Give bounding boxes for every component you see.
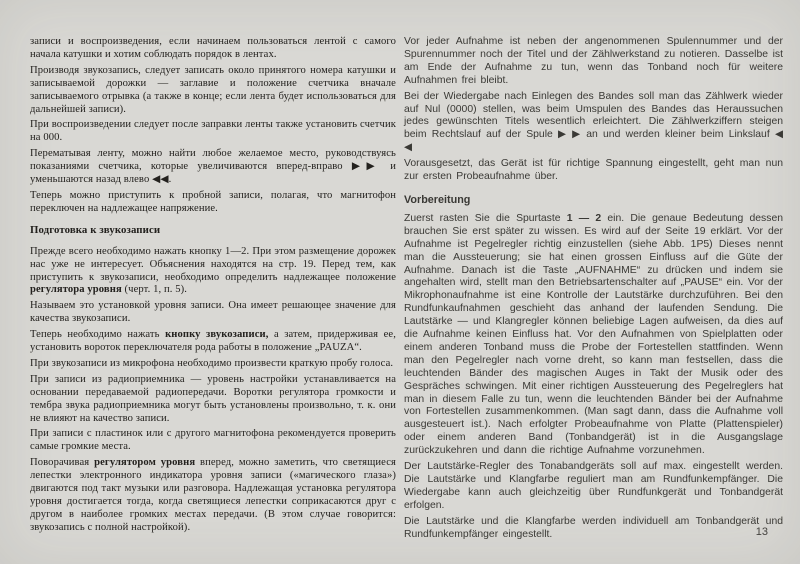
paragraph [404,461,783,513]
text-run: При записи из радиоприемника — уровень настройки устанавливается на основании передаваемой радиопередачи. Воротки регулятора громкости и тембра звука радиоприемника могут быть установлены произвольно, т. к. они не влияют на качество записи. [30,373,396,424]
text-run: Теперь необходимо нажать [30,329,166,341]
text-run: Zuerst rasten Sie die Spurtaste [404,212,567,224]
page-number: 13 [755,526,768,538]
text-run: При воспроизведении следует после заправки ленты также установить счетчик на 000. [30,119,396,144]
paragraph [30,190,396,216]
text-run: Производя звукозапись, следует записать около принятого номера катушки и записываемой дорожки — заглавие и положение счетчика вначале записываемого отрывка (а также в конце; если лента будет использоваться для дальнейшей записи). [30,64,396,115]
text-run: Vorausgesetzt, das Gerät ist für richtige Spannung eingestellt, geht man nun zur ersten Probeaufnahme über. [404,158,783,183]
paragraph [30,329,396,355]
paragraph [404,158,783,184]
text-run: При звукозаписи из микрофона необходимо произвести краткую пробу голоса. [30,357,394,369]
text-run: Теперь можно приступить к пробной записи, полагая, что магнитофон переключен на надлежащее напряжение. [30,189,396,214]
text-run: ein. Die genaue Bedeutung dessen brauchen Sie erst später zu wissen. Es wird auf der Seite 19 erklärt. Vor der Aufnahme ist Pegelregler richtig einzustellen (siehe Abb. 1P5) Dieses nennt man die Aussteuerung; sie hat einen grossen Einfluss auf die Güte der Aufnahme. Danach ist die Taste „AUFNAHME“ zu drücken und indem sie angehalten wird, stellt man den Betriebsartenschalter auf „PAUSE“ ein. Vor der Mikrophonaufnahme ist eine Kontrolle der Lautstärke durchzuführen. Bei den Rundfunkaufnahmen geschieht das anhand der laufenden Sendung. Die Lautstärke — und Klangregler können beliebige Lagen aufweisen, da dies auf die Aufnahme keinen Einfluss hat. Vor den Aufnahmen von Spielplatten oder einem anderen Tonband muss die Probe der Fortestellen stattfinden. Wenn man den Pegelregler nach vorne dreht, so kann man festsellen, dass die leuchtenden Bänder des magischen Auges in Takt der Musik oder des Gespräches schwingen. Mit einer richtigen Aussteuerung des Pegelreglers hat man in diesem Falle zu tun, wenn die leuchtenden Bänder bei der Aufnahme von Fortestellen zusammenkommen. (Man sagt dann, dass die Aufnahme voll ausgesteuert ist.). Nach erfolgter Probeaufnahme von Platte (Plattenspieler) oder einem anderen Band (Tonbandgerät) ist in die Ausgangslage zurückzukehren und dann die richtige Aufnahme vorzunehmen. [404,212,783,457]
text-run: а затем, придерживая ее, установить вороток переключателя рода работы в положение „PAUZA“. [30,329,396,354]
text-run: Прежде всего необходимо нажать кнопку 1—2. При этом размещение дорожек нас уже не интересует. Объяснения находятся на стр. 19. Перед тем, как приступить к звукозаписи, необходимо определить надлежащее положение [30,245,396,283]
bold-text-run: Vorbereitung [404,193,471,206]
bold-text-run: кнопку звукозаписи, [165,329,269,341]
text-run: Поворачивая [30,457,95,469]
paragraph [30,428,396,454]
text-run: Называем это установкой уровня записи. Она имеет решающее значение для качества звукозаписи. [30,300,396,325]
text-run: Die Lautstärke und die Klangfarbe werden individuell am Tonbandgerät und Rundfunkempfänger eingestellt. [404,515,783,540]
paragraph [30,358,396,371]
paragraph [30,65,396,117]
text-run: Der Lautstärke-Regler des Tonabandgeräts soll auf max. eingestellt werden. Die Lautstärke und Klangfarbe reguliert man am Rundfunkempfänger. Die Wiedergabe kann auch gleichzeitig über Rundfunkgerät und Tonbandgerät erfolgen. [404,461,783,511]
text-run: Vor jeder Aufnahme ist neben der angenommenen Spulennummer und der Spurennummer noch der Titel und der Zählwerkstand zu notieren. Dasselbe ist am Ende der Aufnahme zu tun, wenn das Tonband noch für weitere Aufnahmen frei bleibt. [404,36,783,86]
text-run: Bei der Wiedergabe nach Einlegen des Bandes soll man das Zählwerk wieder auf Nul (0000) stellen, was beim Umspulen des Bandes das Heraussuchen jedes gewünschten Titels wesentlich erleichtert. Die Zählwerkziffern steigen beim Rechtslauf auf der Spule ▶ ▶ an und werden kleiner beim Linkslauf ◀ ◀ [404,90,783,154]
section-heading [404,194,783,207]
section-heading [30,224,396,237]
bold-text-run: Подготовка к звукозаписи [30,223,161,236]
bold-text-run: регулятора уровня [30,284,122,296]
paragraph [404,213,783,458]
text-run: При записи с пластинок или с другого магнитофона рекомендуется проверить самые громкие места. [30,428,396,453]
paragraph [30,374,396,426]
paragraph [404,516,783,542]
bold-text-run: регулятором уровня [94,457,196,469]
paragraph [30,148,396,187]
paragraph [30,300,396,326]
paragraph [404,91,783,156]
paragraph [30,119,396,145]
right-column-german-text [404,36,783,545]
text-run: Перематывая ленту, можно найти любое желаемое место, руководствуясь показаниями счетчика, которые увеличиваются вперед-вправо ▶▶ и уменьшаются назад влево ◀◀. [30,148,396,186]
bold-text-run: 1 — 2 [566,212,602,224]
left-column-russian-text [30,36,396,538]
text-run: (черт. 1, п. 5). [121,284,188,296]
text-run: вперед, можно заметить, что светящиеся лепестки электронного индикатора уровня записи («магического глаза») двигаются под такт музыки или разговора. Надлежащая установка регулятора уровня достигается тогда, когда светящиеся лепестки соприкасаются друг с другом в наиболее громких местах передачи. (В этом случае говорится: звукозапись с полной настройкой). [30,457,397,533]
text-run: записи и воспроизведения, если начинаем пользоваться лентой с самого начала катушки и хотим соблюдать порядок в лентах. [30,36,396,60]
paragraph [30,457,396,534]
paragraph [30,246,396,298]
paragraph [404,36,783,88]
paragraph [30,36,396,62]
